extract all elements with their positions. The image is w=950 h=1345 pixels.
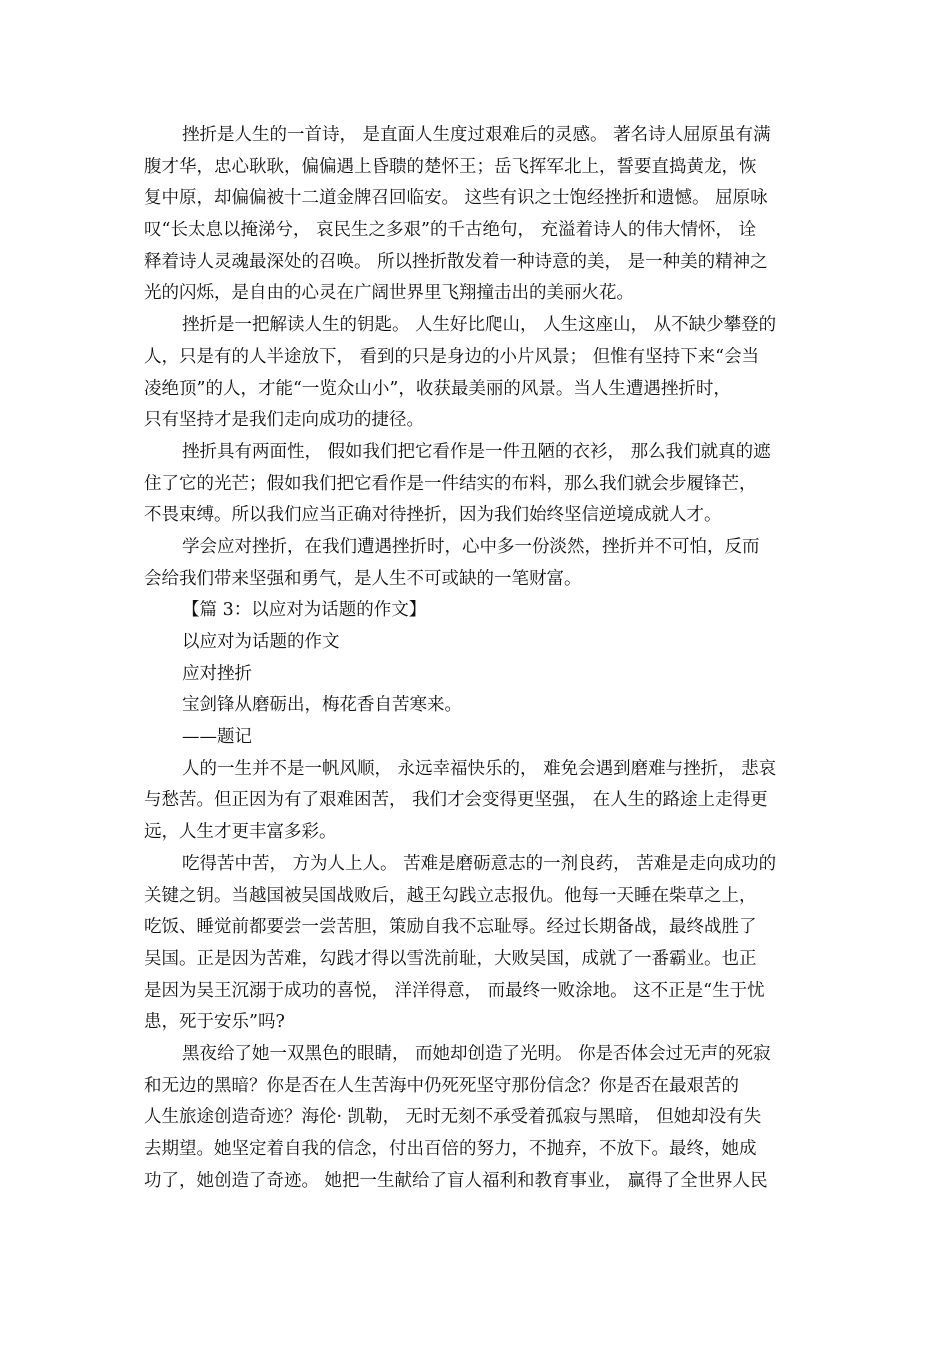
paragraph-line: 不畏束缚。所以我们应当正确对待挫折，因为我们始终坚信逆境成就人才。 [144,505,722,526]
paragraph-line: 远，人生才更丰富多彩。 [144,822,337,843]
paragraph-line: 复中原，却偏偏被十二道金牌召回临安。 这些有识之士饱经挫折和遗憾。 屈原咏 [144,188,768,209]
paragraph-line: 学会应对挫折，在我们遭遇挫折时，心中多一份淡然，挫折并不可怕，反而 [182,536,760,557]
paragraph-line: 关键之钥。当越国被吴国战败后，越王勾践立志报仇。他每一天睡在柴草之上， [144,885,757,906]
essay-title: 应对挫折 [182,663,252,684]
paragraph-line: 腹才华，忠心耿耿，偏偏遇上昏聩的楚怀王；岳飞挥军北上，誓要直捣黄龙，恢 [144,156,757,177]
paragraph-line: 叹“长太息以掩涕兮， 哀民生之多艰”的千古绝句， 充溢着诗人的伟大情怀， 诠 [144,220,757,241]
paragraph-line: 凌绝顶”的人，才能“一览众山小”，收获最美丽的风景。当人生遭遇挫折时， [144,378,731,399]
paragraph-line: 人，只是有的人半途放下， 看到的只是身边的小片风景； 但惟有坚持下来“会当 [144,346,760,367]
paragraph-line: 光的闪烁，是自由的心灵在广阔世界里飞翔撞击出的美丽火花。 [144,283,634,304]
paragraph-line: 是因为吴王沉溺于成功的喜悦， 洋洋得意， 而最终一败涂地。 这不正是“生于忧 [144,980,765,1001]
paragraph-line: 释着诗人灵魂最深处的召唤。 所以挫折散发着一种诗意的美， 是一种美的精神之 [144,251,768,272]
paragraph-line: 人生旅途创造奇迹？海伦· 凯勒， 无时无刻不承受着孤寂与黑暗， 但她却没有失 [144,1107,762,1128]
paragraph-line: 和无边的黑暗？你是否在人生苦海中仍死死坚守那份信念？你是否在最艰苦的 [144,1075,739,1096]
epigraph-attribution: ——题记 [182,727,252,748]
paragraph-line: 去期望。她坚定着自我的信念，付出百倍的努力，不抛弃，不放下。最终，她成 [144,1139,757,1159]
paragraph-line: 患，死于安乐”吗? [144,1012,285,1033]
paragraph-line: 与愁苦。但正因为有了艰难困苦， 我们才会变得更坚强， 在人生的路途上走得更 [144,790,768,811]
paragraph-line: 吃得苦中苦， 方为人上人。 苦难是磨砺意志的一剂良药， 苦难是走向成功的 [182,853,777,874]
paragraph-line: 会给我们带来坚强和勇气，是人生不可或缺的一笔财富。 [144,568,582,589]
paragraph-line: 吃饭、睡觉前都要尝一尝苦胆，策励自我不忘耻辱。经过长期备战，最终战胜了 [144,917,757,938]
paragraph-line: 挫折具有两面性， 假如我们把它看作是一件丑陋的衣衫， 那么我们就真的遮 [182,441,771,462]
paragraph-line: 住了它的光芒；假如我们把它看作是一件结实的布料，那么我们就会步履锋芒， [144,473,757,494]
paragraph-line: 挫折是人生的一首诗， 是直面人生度过艰难后的灵感。 著名诗人屈原虽有满 [182,125,771,145]
paragraph-line: 人的一生并不是一帆风顺， 永远幸福快乐的， 难免会遇到磨难与挫折， 悲哀 [182,758,777,779]
paragraph-line: 黑夜给了她一双黑色的眼睛， 而她却创造了光明。 你是否体会过无声的死寂 [182,1043,771,1064]
document-body [144,120,814,1197]
section-heading: 【篇 3：以应对为话题的作文】 [182,600,427,621]
paragraph-line: 功了，她创造了奇迹。 她把一生献给了盲人福利和教育事业， 赢得了全世界人民 [144,1170,768,1191]
paragraph-line: 挫折是一把解读人生的钥匙。 人生好比爬山， 人生这座山， 从不缺少攀登的 [182,315,777,336]
paragraph-line: 吴国。正是因为苦难，勾践才得以雪洗前耻，大败吴国，成就了一番霸业。也正 [144,948,757,969]
paragraph-line: 只有坚持才是我们走向成功的捷径。 [144,410,424,431]
epigraph: 宝剑锋从磨砺出，梅花香自苦寒来。 [182,695,462,716]
essay-topic: 以应对为话题的作文 [182,632,340,652]
